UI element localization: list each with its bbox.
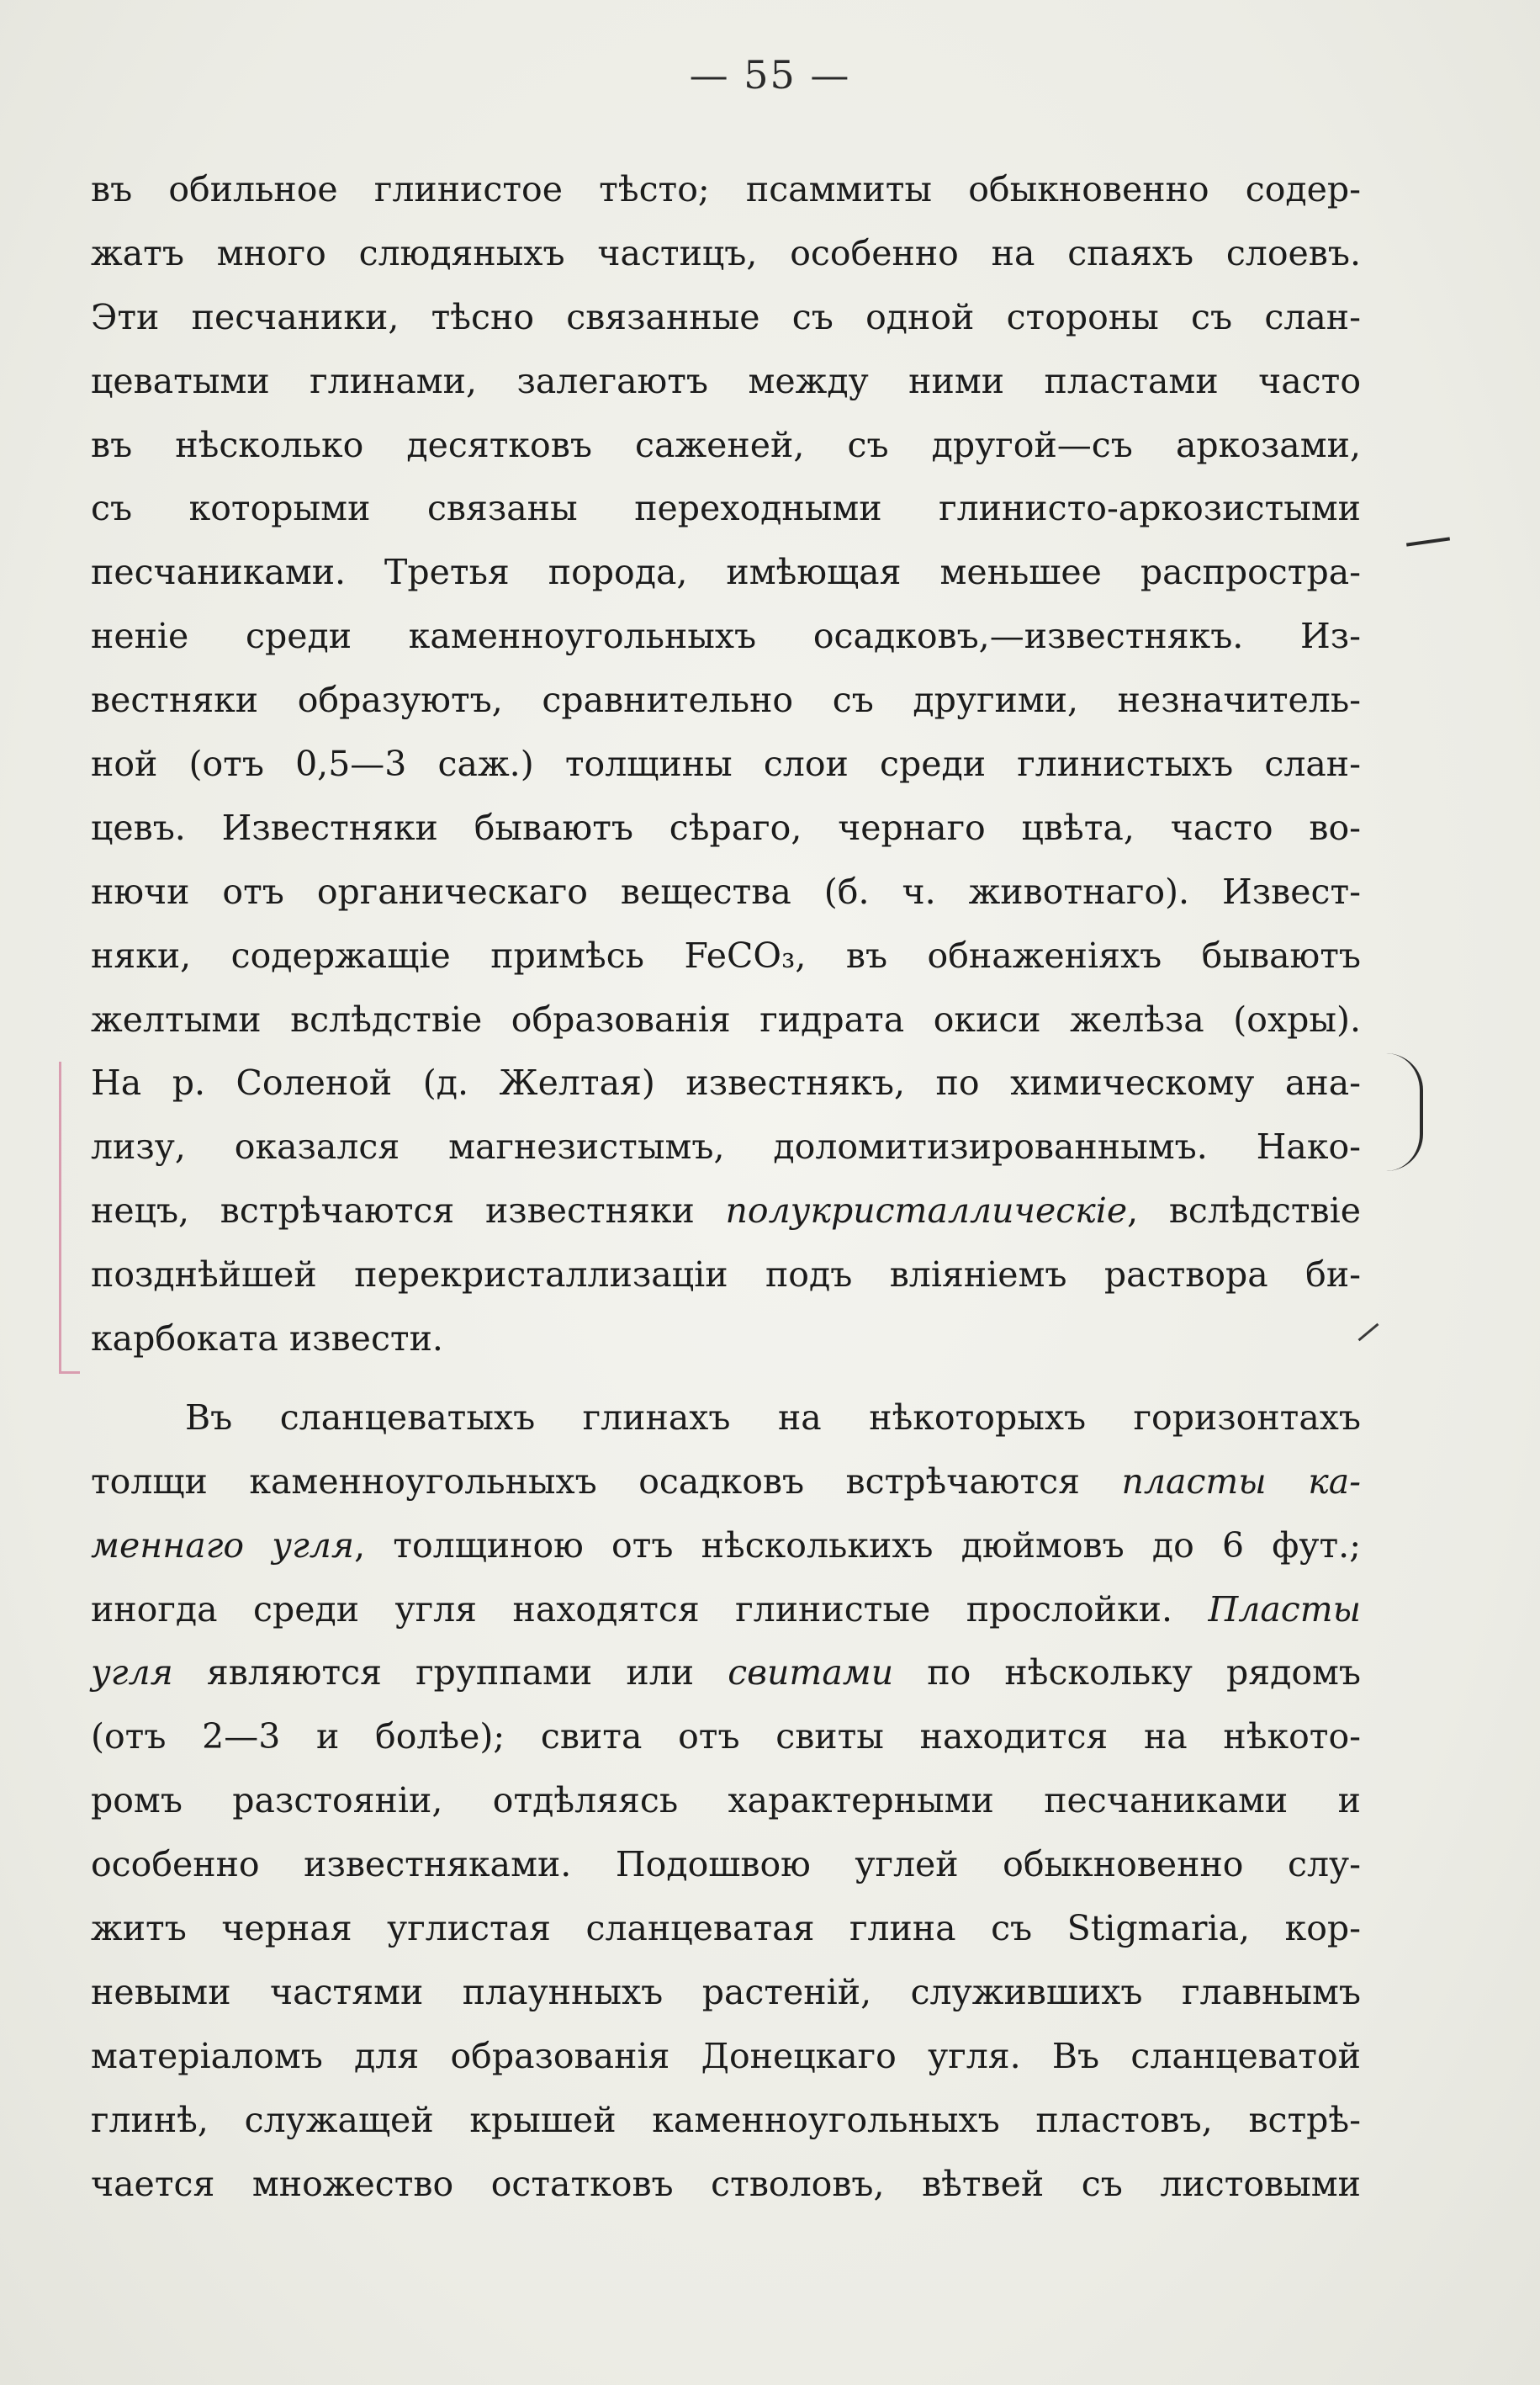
text-line: невыми частями плаунныхъ растеній, служившихъ главнымъ [91, 1971, 1361, 2012]
text-span: являются группами или [172, 1652, 728, 1693]
text-line: песчаниками. Третья порода, имѣющая меньшее распростра- [91, 552, 1361, 593]
text-line [91, 1578, 1361, 1642]
text-line [91, 1450, 1361, 1514]
text-line [91, 1179, 1361, 1243]
pink-margin-bracket [59, 1062, 80, 1374]
page-number: — 55 — [689, 52, 851, 98]
text-line: няки, содержащіе примѣсь FeCO₃, въ обнаженіяхъ бываютъ [91, 935, 1361, 976]
italic-term: меннаго угля [91, 1524, 355, 1566]
italic-term: свитами [728, 1652, 894, 1693]
italic-term: полукристаллическіе [725, 1190, 1128, 1232]
text-line [91, 1514, 1361, 1578]
text-line: особенно известняками. Подошвою углей обыкновенно слу- [91, 1844, 1361, 1885]
text-span: иногда среди угля находятся глинистые прослойки. [91, 1588, 1209, 1630]
text-line: въ нѣсколько десятковъ саженей, съ другой—съ аркозами, [91, 424, 1361, 465]
text-line: ромъ разстояніи, отдѣляясь характерными песчаниками и [91, 1780, 1361, 1821]
text-line: лизу, оказался магнезистымъ, доломитизированнымъ. Нако- [91, 1126, 1361, 1168]
text-span: , вслѣдствіе [1127, 1190, 1361, 1232]
text-line: карбоката извести. [91, 1318, 443, 1359]
body-text [91, 158, 1361, 2217]
text-span: , толщиною отъ нѣсколькихъ дюймовъ до 6 фут.; [354, 1524, 1362, 1566]
text-line: Въ сланцеватыхъ глинахъ на нѣкоторыхъ горизонтахъ [185, 1397, 1361, 1438]
text-line: цеватыми глинами, залегаютъ между ними пластами часто [91, 360, 1361, 401]
text-span: нецъ, встрѣчаются известняки [91, 1190, 726, 1232]
margin-dash-mark [1406, 537, 1450, 546]
text-line: Эти песчаники, тѣсно связанные съ одной стороны съ слан- [91, 296, 1361, 337]
text-line: ной (отъ 0,5—3 саж.) толщины слои среди глинистыхъ слан- [91, 744, 1361, 785]
text-line: въ обильное глинистое тѣсто; псаммиты обыкновенно содер- [91, 169, 1361, 209]
text-line: матеріаломъ для образованія Донецкаго угля. Въ сланцеватой [91, 2035, 1361, 2076]
text-line: житъ черная углистая сланцеватая глина съ Stigmaria, кор- [91, 1908, 1361, 1949]
text-line: неніе среди каменноугольныхъ осадковъ,—известнякъ. Из- [91, 616, 1361, 657]
paragraph-gap [91, 1371, 1361, 1386]
text-line: глинѣ, служащей крышей каменноугольныхъ пластовъ, встрѣ- [91, 2099, 1361, 2140]
text-line: жатъ много слюдяныхъ частицъ, особенно на спаяхъ слоевъ. [91, 232, 1361, 273]
italic-term: пласты ка- [1121, 1460, 1361, 1502]
text-line: желтыми вслѣдствіе образованія гидрата окиси желѣза (охры). [91, 999, 1361, 1040]
text-span: толщи каменноугольныхъ осадковъ встрѣчаются [91, 1460, 1122, 1502]
text-line: чается множество остатковъ стволовъ, вѣтвей съ листовыми [91, 2163, 1361, 2204]
text-line: цевъ. Известняки бываютъ сѣраго, чернаго цвѣта, часто во- [91, 807, 1361, 848]
text-line: съ которыми связаны переходными глинисто-аркозистыми [91, 488, 1361, 529]
text-line [91, 1641, 1361, 1705]
text-line: нючи отъ органическаго вещества (б. ч. животнаго). Извест- [91, 871, 1361, 912]
text-line: позднѣйшей перекристаллизаціи подъ вліяніемъ раствора би- [91, 1254, 1361, 1296]
text-line: вестняки образуютъ, сравнительно съ другими, незначитель- [91, 680, 1361, 721]
margin-tick-mark [1358, 1323, 1379, 1342]
text-line: (отъ 2—3 и болѣе); свита отъ свиты находится на нѣкото- [91, 1716, 1361, 1757]
margin-bracket-mark [1386, 1053, 1423, 1171]
text-line: На р. Соленой (д. Желтая) известнякъ, по химическому ана- [91, 1063, 1361, 1104]
italic-term: Пласты [1208, 1588, 1361, 1630]
italic-term: угля [91, 1652, 173, 1693]
text-span: по нѣскольку рядомъ [893, 1652, 1361, 1693]
